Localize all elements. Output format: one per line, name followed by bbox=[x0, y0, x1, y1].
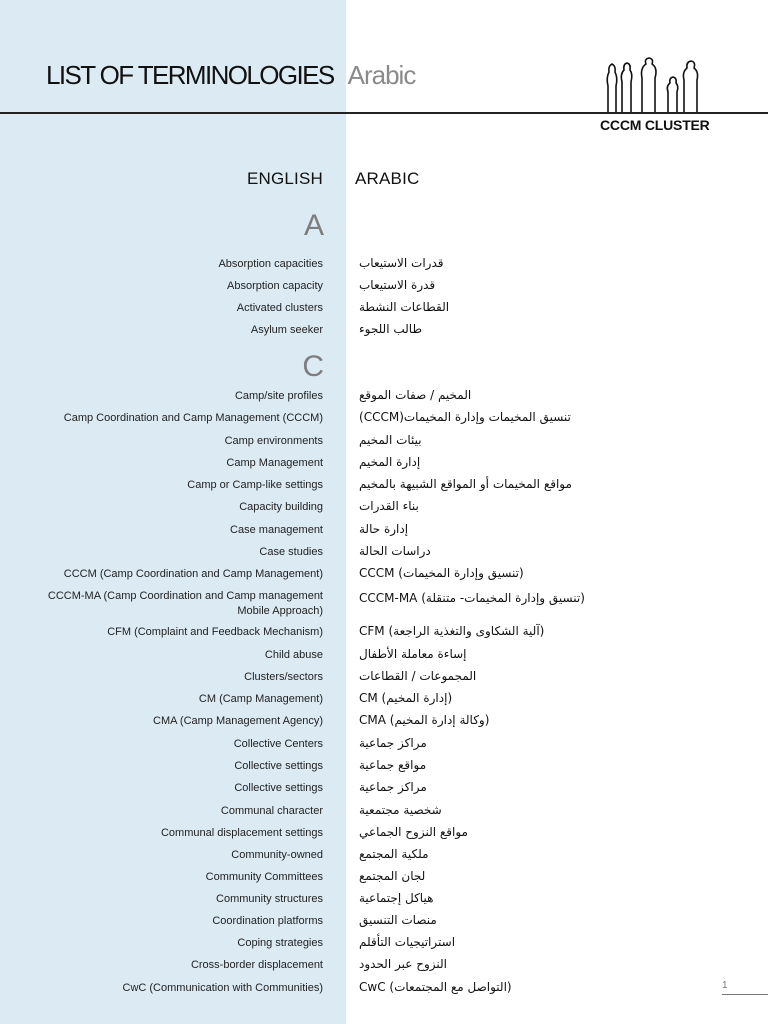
term-arabic: طالب اللجوء bbox=[359, 322, 423, 336]
term-arabic: CMA (وكالة إدارة المخيم) bbox=[359, 713, 490, 727]
term-english: Activated clusters bbox=[236, 302, 323, 314]
term-arabic: CM (إدارة المخيم) bbox=[359, 691, 453, 705]
term-english: Communal displacement settings bbox=[160, 827, 323, 839]
term-english: Community structures bbox=[216, 893, 323, 905]
page-number-rule bbox=[722, 994, 768, 995]
term-arabic: قدرة الاستيعاب bbox=[359, 278, 436, 292]
term-arabic: مواقع النزوح الجماعي bbox=[359, 825, 468, 839]
term-arabic: إدارة حالة bbox=[359, 522, 409, 536]
term-english: Child abuse bbox=[264, 649, 323, 661]
term-arabic: شخصية مجتمعية bbox=[359, 803, 442, 817]
header-divider bbox=[0, 112, 768, 114]
term-english: Absorption capacities bbox=[218, 258, 323, 270]
term-english: Case management bbox=[230, 524, 323, 536]
title-text: LIST OF TERMINOLOGIES bbox=[46, 60, 334, 90]
term-arabic: إساءة معاملة الأطفال bbox=[359, 647, 467, 661]
term-arabic: القطاعات النشطة bbox=[359, 300, 450, 314]
term-arabic: منصات التنسيق bbox=[359, 913, 437, 927]
term-arabic: CFM (آلية الشكاوى والتغذية الراجعة) bbox=[359, 624, 545, 638]
term-english: Coping strategies bbox=[237, 937, 323, 949]
english-column-heading: ENGLISH bbox=[246, 169, 323, 188]
term-arabic: هياكل إجتماعية bbox=[359, 891, 434, 905]
term-english: Clusters/sectors bbox=[244, 671, 323, 683]
cccm-cluster-logo bbox=[600, 56, 718, 114]
term-english: Camp Management bbox=[226, 457, 323, 469]
term-english: Community-owned bbox=[231, 849, 323, 861]
term-english: Cross-border displacement bbox=[190, 959, 323, 971]
arabic-column-heading: ARABIC bbox=[355, 169, 420, 188]
term-arabic: استراتيجيات التأقلم bbox=[359, 935, 456, 949]
term-english: CFM (Complaint and Feedback Mechanism) bbox=[107, 626, 323, 638]
term-arabic: مراكز جماعية bbox=[359, 736, 427, 750]
term-english: Camp/site profiles bbox=[234, 390, 323, 402]
term-english: CwC (Communication with Communities) bbox=[122, 982, 323, 994]
term-english: Collective Centers bbox=[233, 738, 323, 750]
term-arabic: مواقع المخيمات أو المواقع الشبيهة بالمخيم bbox=[359, 477, 572, 491]
term-english: Collective settings bbox=[234, 782, 323, 794]
term-english: CCCM (Camp Coordination and Camp Management) bbox=[63, 568, 323, 580]
section-letter-a: A bbox=[303, 209, 324, 242]
term-english: Absorption capacity bbox=[227, 280, 323, 292]
term-arabic: ملكية المجتمع bbox=[359, 847, 429, 861]
term-arabic: مواقع جماعية bbox=[359, 758, 427, 772]
term-english: Case studies bbox=[259, 546, 323, 558]
term-english: Camp Coordination and Camp Management (CCCM) bbox=[63, 412, 323, 424]
logo-caption: CCCM CLUSTER bbox=[600, 117, 710, 133]
term-arabic: المجموعات / القطاعات bbox=[359, 669, 477, 683]
term-arabic: بيئات المخيم bbox=[359, 433, 422, 447]
term-arabic: قدرات الاستيعاب bbox=[359, 256, 444, 270]
page-number: 1 bbox=[722, 980, 728, 991]
term-english: Camp environments bbox=[224, 435, 323, 447]
term-arabic: دراسات الحالة bbox=[359, 544, 431, 558]
term-arabic: CCCM-MA (تنسيق وإدارة المخيمات- متنقلة) bbox=[359, 591, 585, 605]
term-english: Communal character bbox=[220, 805, 323, 817]
term-english: CCCM-MA (Camp Coordination and Camp management Mobile Approach) bbox=[47, 590, 323, 617]
term-english: Coordination platforms bbox=[212, 915, 323, 927]
term-english: Capacity building bbox=[239, 501, 323, 513]
term-arabic: النزوح عبر الحدود bbox=[359, 957, 447, 971]
term-arabic: إدارة المخيم bbox=[359, 455, 421, 469]
term-arabic: CwC (التواصل مع المجتمعات) bbox=[359, 980, 512, 994]
term-english: CM (Camp Management) bbox=[198, 693, 323, 705]
term-english: Collective settings bbox=[234, 760, 323, 772]
term-arabic: المخيم / صفات الموقع bbox=[359, 388, 472, 402]
section-letter-c: C bbox=[302, 350, 324, 383]
term-arabic: مراكز جماعية bbox=[359, 780, 427, 794]
term-arabic: تنسيق المخيمات وإدارة المخيمات(CCCM) bbox=[359, 410, 571, 424]
term-arabic: بناء القدرات bbox=[359, 499, 419, 513]
term-english: Community Committees bbox=[205, 871, 323, 883]
term-arabic: لجان المجتمع bbox=[359, 869, 426, 883]
term-english: CMA (Camp Management Agency) bbox=[153, 715, 323, 727]
title-language: Arabic bbox=[347, 60, 416, 90]
term-english: Camp or Camp-like settings bbox=[187, 479, 323, 491]
term-arabic: CCCM (تنسيق وإدارة المخيمات) bbox=[359, 566, 524, 580]
term-english: Asylum seeker bbox=[250, 324, 323, 336]
page-title bbox=[46, 60, 415, 91]
